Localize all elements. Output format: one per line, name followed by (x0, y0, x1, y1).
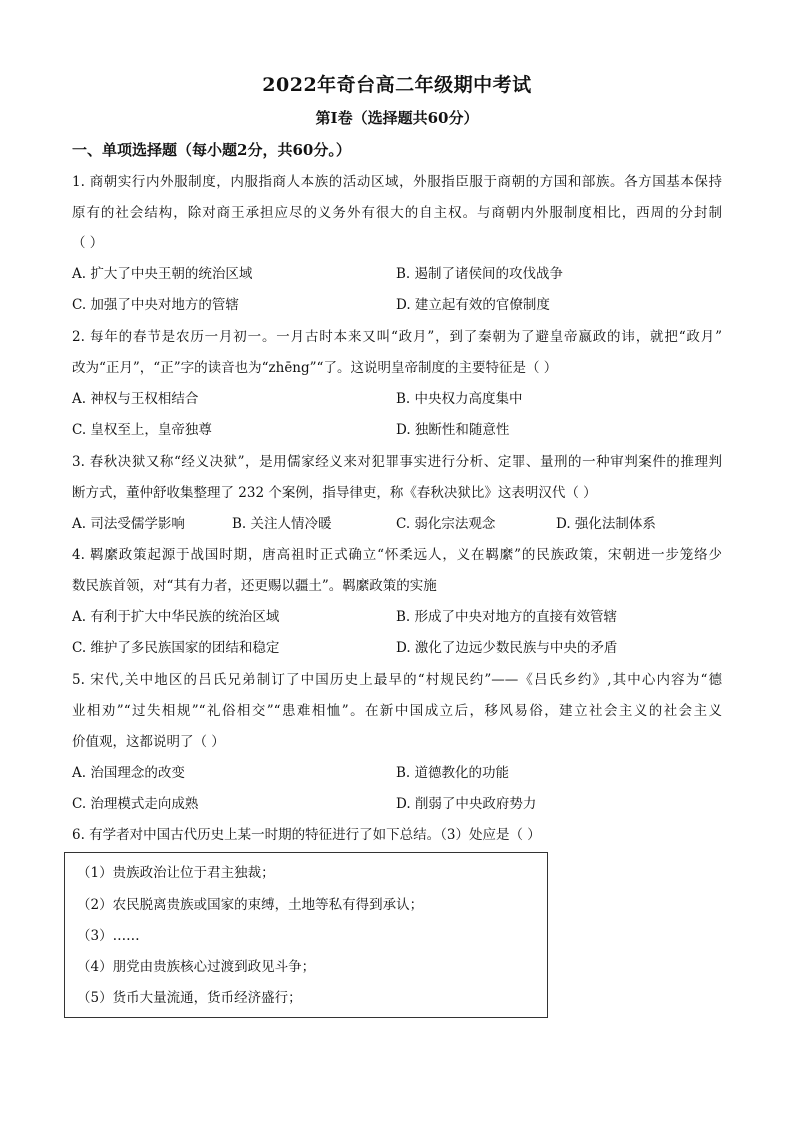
question-2-option-d: D. 独断性和随意性 (396, 422, 510, 438)
question-1-option-d: D. 建立起有效的官僚制度 (396, 297, 550, 313)
question-4-stem-line-2: 数民族首领，对“其有力者，还更赐以疆土”。羁縻政策的实施 (72, 578, 437, 594)
question-2-option-b: B. 中央权力高度集中 (396, 391, 523, 407)
question-3-option-c: C. 弱化宗法观念 (396, 516, 496, 532)
question-5-option-c: C. 治理模式走向成熟 (72, 796, 199, 812)
question-4-option-b: B. 形成了中央对地方的直接有效管辖 (396, 609, 618, 625)
question-1-option-b: B. 遏制了诸侯间的攻伐战争 (396, 266, 564, 282)
question-4-option-d: D. 激化了边远少数民族与中央的矛盾 (396, 640, 618, 656)
question-5-stem-line-2: 业相劝”“过失相规”“礼俗相交”“患难相恤”。在新中国成立后，移风易俗，建立社会主义的社会主义 (72, 703, 722, 719)
material-item-3: （3）…… (77, 928, 140, 944)
exam-title: 2022年奇台高二年级期中考试 (262, 74, 532, 96)
section-heading: 一、单项选择题（每小题2分，共60分。） (72, 141, 351, 159)
question-3-option-a: A. 司法受儒学影响 (72, 516, 185, 532)
question-6-material-box (64, 852, 548, 1018)
question-3-stem-line-2: 断方式，董仲舒收集整理了 232 个案例，指导律吏，称《春秋决狱比》这表明汉代（ ） (72, 485, 597, 501)
material-item-5: （5）货币大量流通，货币经济盛行； (77, 990, 302, 1006)
question-1-option-c: C. 加强了中央对地方的管辖 (72, 297, 239, 313)
question-2-stem-line-2: 改为“正月”，“正”字的读音也为“zhēng”“了。这说明皇帝制度的主要特征是（ ） (72, 360, 558, 376)
question-2-option-a: A. 神权与王权相结合 (72, 391, 199, 407)
material-item-1: （1）贵族政治让位于君主独裁； (77, 865, 275, 881)
question-5-stem-line-3: 价值观，这都说明了（ ） (72, 734, 225, 750)
question-4-option-a: A. 有利于扩大中华民族的统治区域 (72, 609, 280, 625)
question-2-stem-line-1: 2. 每年的春节是农历一月初一。一月古时本来又叫“政月”，到了秦朝为了避皇帝嬴政的讳，就把“政月” (72, 329, 722, 345)
question-1-stem-line-2: 原有的社会结构，除对商王承担应尽的义务外有很大的自主权。与商朝内外服制度相比，西周的分封制 (72, 205, 722, 221)
question-5-option-b: B. 道德教化的功能 (396, 765, 510, 781)
question-3-stem-line-1: 3. 春秋决狱又称“经义决狱”，是用儒家经义来对犯罪事实进行分析、定罪、量刑的一种审判案件的推理判 (72, 454, 722, 470)
question-1-stem-line-1: 1. 商朝实行内外服制度，内服指商人本族的活动区域，外服指臣服于商朝的方国和部族。各方国基本保持 (72, 174, 722, 190)
question-2-option-c: C. 皇权至上，皇帝独尊 (72, 422, 212, 438)
question-1-stem-line-3: （ ） (72, 235, 104, 251)
exam-part-title: 第Ⅰ卷（选择题共60分） (315, 109, 479, 127)
question-5-stem-line-1: 5. 宋代,关中地区的吕氏兄弟制订了中国历史上最早的“村规民约”——《吕氏乡约》,其中心内容为“德 (72, 672, 722, 688)
question-6-stem: 6. 有学者对中国古代历史上某一时期的特征进行了如下总结。（3）处应是（ ） (72, 827, 541, 843)
question-4-stem-line-1: 4. 羁縻政策起源于战国时期，唐高祖时正式确立“怀柔远人，义在羁縻”的民族政策，宋朝进一步笼络少 (72, 547, 722, 563)
question-4-option-c: C. 维护了多民族国家的团结和稳定 (72, 640, 280, 656)
material-item-2: （2）农民脱离贵族或国家的束缚，土地等私有得到承认； (77, 897, 424, 913)
material-item-4: （4）朋党由贵族核心过渡到政见斗争； (77, 959, 316, 975)
question-5-option-a: A. 治国理念的改变 (72, 765, 185, 781)
question-3-option-b: B. 关注人情冷暖 (232, 516, 332, 532)
question-1-option-a: A. 扩大了中央王朝的统治区域 (72, 266, 253, 282)
question-3-option-d: D. 强化法制体系 (556, 516, 656, 532)
question-5-option-d: D. 削弱了中央政府势力 (396, 796, 537, 812)
